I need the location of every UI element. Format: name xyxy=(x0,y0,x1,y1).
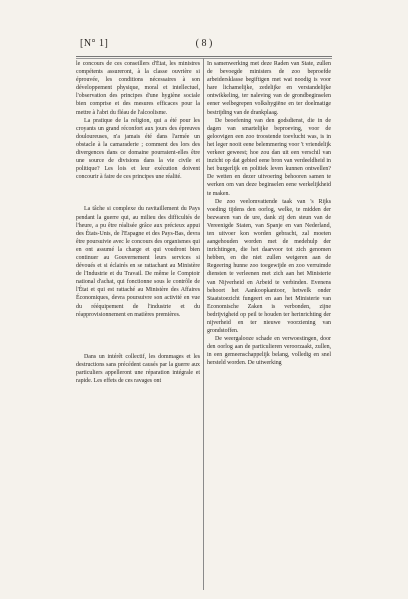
paragraph: De weergalooze schade en verwoestingen, door den oorlog aan de particulieren veroorzaakt, zullen, in een gemeenschappelijk belang, volledig en snel hersteld worden. De uitwerking xyxy=(207,336,331,367)
paragraph: le concours de ces conseillers d'État, les ministres compétents assureront, à la classe ouvrière si éprouvée, les conditions nécessaires à son développement physique, moral et intellectuel, l'observation des principes d'une hygiène sociale bien comprise et des mesures efficaces pour la mettre à l'abri du fléau de l'alcoolisme. xyxy=(76,61,200,116)
header-rule-secondary xyxy=(76,58,332,59)
paragraph: In samenwerking met deze Raden van State, zullen de bevoegde ministers de zoo beproefde arbeidersklasse begiftigen met wat noodig is voor hare lichamelijke, zedelijke en verstandelijke ontwikkeling, ter naleving van de grondbeginselen eener welbegrepen volkshygiëne en ter doelmatige bestrijding van de drankplaag. xyxy=(207,61,331,116)
french-column xyxy=(76,60,203,590)
paragraph: La pratique de la religion, qui a été pour les croyants un grand réconfort aux jours des épreuves douloureuses, n'a jamais été dans l'armée un obstacle à la camaraderie ; comment des lors des divergences dans ce domaine pourraient-elles être une source de divisions dans la vie civile et politique? Les lois et leur exécution doivent concourir à faire de ces principes une réalité. xyxy=(76,117,200,181)
two-column-body xyxy=(76,60,332,590)
header-rule xyxy=(76,56,332,57)
page-header xyxy=(80,38,328,52)
paragraph: De zoo veelomvattende taak van 's Rijks voeding tijdens den oorlog, welke, te midden der bezwaren van de ure, dank zij den steun van de Vereenigde Staten, van Spanje en van Nederland, ten uitvoer kon worden gebracht, zal moeten aangehouden worden met de medehulp der inrichtingen, die het daarvoor tot zich genomen hebben, en die niet zullen weigeren aan de Regeering hunne zoo toegewijde en zoo verruimde diensten te verleenen met zich aan het Ministerie van Nijverheid en Arbeid te verbinden. Evenens behoort het Aankoopkantoor, hetwelk onder Staatstoezicht fungeert en aan het Ministerie van Economische Zaken is verbonden, zijne bedrijvigheid op peil te houden ter herinrichting der nijverheid en ter nieuwe voorziening van grondstoffen. xyxy=(207,198,331,335)
dutch-column xyxy=(204,60,331,590)
issue-number: [N° 1] xyxy=(80,38,109,49)
paragraph: La tâche si complexe du ravitaillement du Pays pendant la guerre qui, au milieu des difficultés de l'heure, a pu être réalisée grâce aux précieux appui des États-Unis, de l'Espagne et des Pays-Bas, devra être poursuivie avec le concours des organismes qui en ont assumé la charge et qui voudront bien continuer au Gouvernement leurs services si dévoués et si éclairés en se rattachant au Ministère de l'Industrie et du Travail. De même le Comptoir national d'achat, qui fonctionne sous le contrôle de l'État et qui est rattaché au Ministère des Affaires Économiques, devra poursuivre son activité en vue du rééquipement de l'industrie et du réapprovisionnement en matières premières. xyxy=(76,206,200,318)
paragraph: De beoefening van den godsdienst, die in de dagen van smartelijke beproeving, voor de geloovigen een zoo troostende toevlucht was, is in het leger nooit eene belemmering voor 't vriendelijk verkeer geweest; hoe zou dan uit een verschil van inzicht op dat gebied eene bron van verdeeldheid in het burgerlijk en politiek leven kunnen ontwellen? De wetten en dezer uitvoering behooren samen te werken om van deze beginselen eene werkelijkheid te maken. xyxy=(207,117,331,197)
page-number: ( 8 ) xyxy=(195,38,213,49)
paragraph: Dans un intérêt collectif, les dommages et les destructions sans précédent causés par la guerre aux particuliers appelleront une réparation intégrale et rapide. Les effets de ces ravages ont xyxy=(76,353,200,384)
